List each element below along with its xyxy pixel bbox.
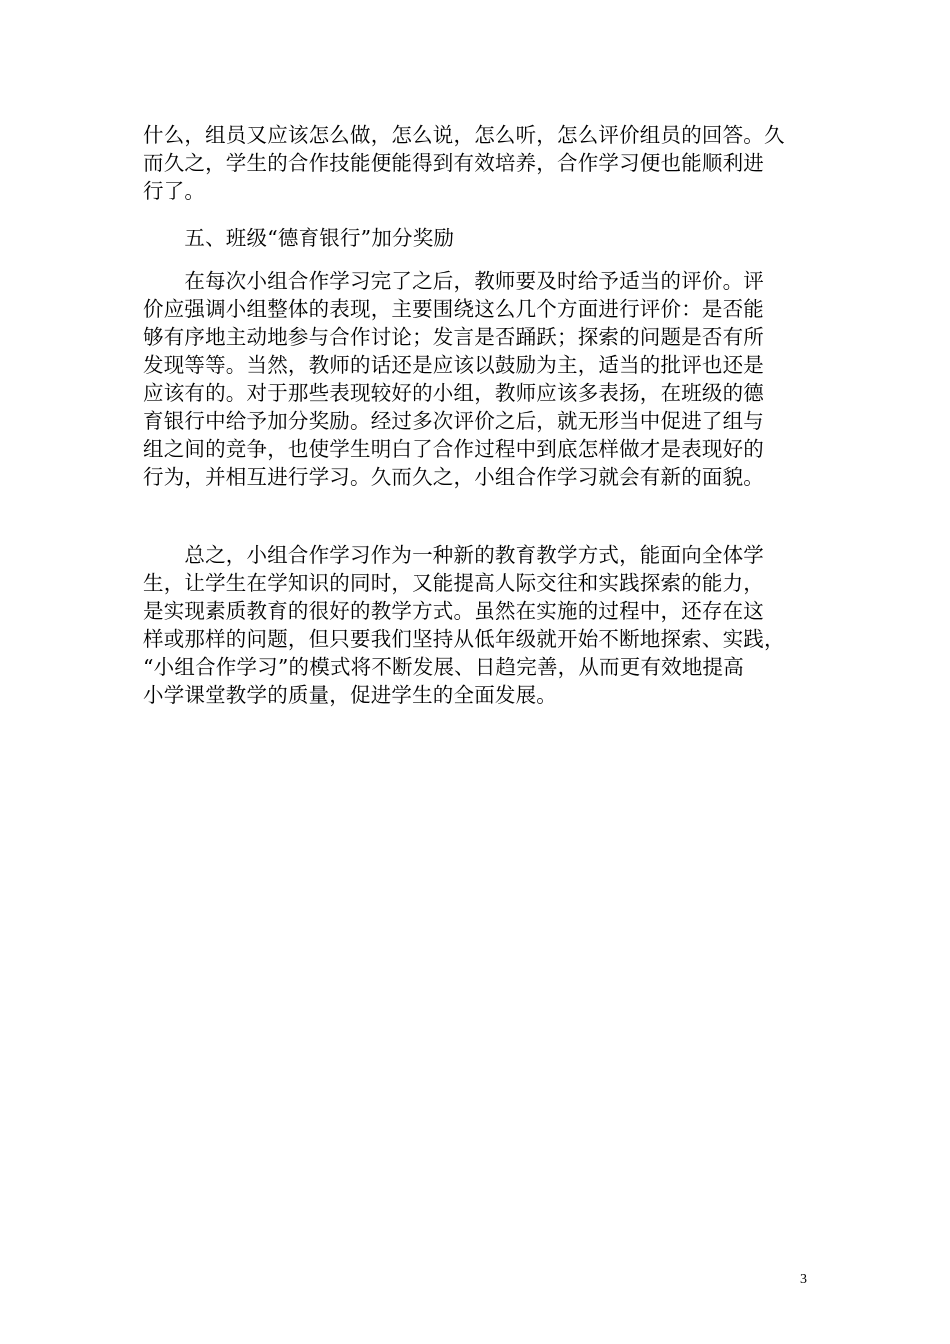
paragraph-continued: 什么，组员又应该怎么做，怎么说，怎么听，怎么评价组员的回答。久 而久之，学生的合作技能便能得到有效培养，合作学习便也能顺利进 行了。 bbox=[143, 123, 785, 203]
paragraph-evaluation: 在每次小组合作学习完了之后，教师要及时给予适当的评价。评 价应强调小组整体的表现，主要围绕这么几个方面进行评价：是否能 够有序地主动地参与合作讨论；发言是否踊跃；探索的问题是否有所 发现等等。当然，教师的话还是应该以鼓励为主，适当的批评也还是 应该有的。对于那些表现较好的小组，教师应该多表扬，在班级的德 育银行中给予加分奖励。经过多次评价之后，就无形当中促进了组与 组之间的竞争，也使学生明白了合作过程中到底怎样做才是表现好的 行为，并相互进行学习。久而久之，小组合作学习就会有新的面貌。 bbox=[143, 269, 764, 489]
section-heading: 五、班级“德育银行”加分奖励 bbox=[143, 226, 455, 250]
page-number: 3 bbox=[800, 1272, 807, 1287]
paragraph-conclusion: 总之，小组合作学习作为一种新的教育教学方式，能面向全体学 生，让学生在学知识的同时，又能提高人际交往和实践探索的能力， 是实现素质教育的很好的教学方式。虽然在实施的过程中，还存在这 样或那样的问题，但只要我们坚持从低年级就开始不断地探索、实践， “小组合作学习”的模式将不断发展、日趋完善，从而更有效地提高 小学课堂教学的质量，促进学生的全面发展。 bbox=[143, 543, 785, 707]
